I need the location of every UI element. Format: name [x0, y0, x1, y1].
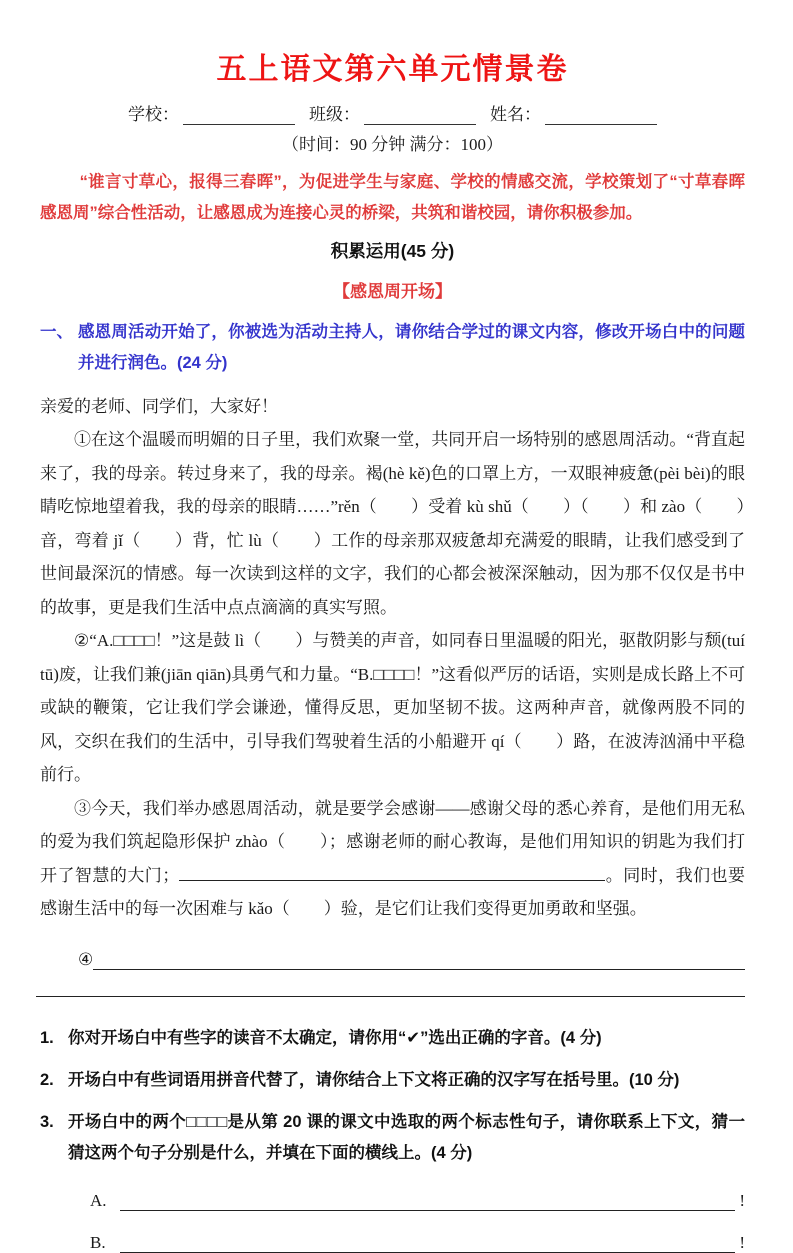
- section-title: 积累运用(45 分): [330, 241, 455, 261]
- sub-question-2-number: 2.: [40, 1070, 54, 1089]
- continuation-answer-blank[interactable]: [36, 996, 745, 997]
- sub-question-1: [40, 1023, 745, 1054]
- paragraph-4-row: [78, 950, 745, 970]
- sub-question-2-text: 开场白中有些词语用拼音代替了，请你结合上下文将正确的汉字写在括号里。(10 分): [68, 1070, 680, 1089]
- class-label: 班级：: [309, 105, 360, 124]
- sub-question-list: [40, 1023, 745, 1169]
- stage-heading: 【感恩周开场】: [333, 282, 452, 301]
- name-blank[interactable]: [545, 108, 657, 125]
- sub-question-3-text: 开场白中的两个□□□□是从第 20 课的课文中选取的两个标志性句子，请你联系上下文，猜一猜这两个句子分别是什么，并填在下面的横线上。(4 分): [68, 1112, 745, 1162]
- answer-a-label: A.: [90, 1190, 107, 1210]
- paragraph-3-text-after: 。同时，我们也要感谢生活中的每一次困难与 kǎo（ ）验，是它们让我们变得更加勇敢和坚强。: [40, 865, 746, 918]
- speech-paragraph-1: ①在这个温暖而明媚的日子里，我们欢聚一堂，共同开启一场特别的感恩周活动。“背直起来了，我的母亲。转过身来了，我的母亲。褐(hè kě)色的口罩上方，一双眼神疲惫(pèi bèi)的眼睛吃惊地望着我，我的母亲的眼睛……”rěn（ ）受着 kù shǔ（ ）（ ）和 zào（ ）音，弯着 jǐ（ ）背，忙 lù（ ）工作的母亲那双疲惫却充满爱的眼睛，让我们感受到了世间最深沉的情感。每一次读到这样的文字，我们的心都会被深深触动，因为那不仅仅是书中的故事，更是我们生活中点点滴滴的真实写照。: [40, 430, 745, 617]
- question-one-heading: [40, 317, 745, 379]
- class-field: [309, 100, 476, 125]
- answer-b-suffix: !: [739, 1232, 745, 1252]
- sub-question-3-number: 3.: [40, 1112, 54, 1131]
- name-label: 姓名：: [490, 105, 541, 124]
- student-info-row: [40, 100, 745, 125]
- sub-question-1-text: 你对开场白中有些字的读音不太确定，请你用“✔”选出正确的字音。(4 分): [68, 1028, 602, 1047]
- school-field: [128, 100, 295, 125]
- paragraph-3-answer-blank[interactable]: [179, 865, 605, 880]
- answer-b-label: B.: [90, 1232, 106, 1252]
- question-one-number: 一、: [40, 323, 73, 341]
- name-field: [490, 100, 657, 125]
- sub-question-1-number: 1.: [40, 1028, 54, 1047]
- answer-a-suffix: !: [739, 1190, 745, 1210]
- question-one-prompt: 感恩周活动开始了，你被选为活动主持人，请你结合学过的课文内容，修改开场白中的问题并进行润色。(24 分): [78, 323, 745, 372]
- time-score-line: （时间：90 分钟 满分：100）: [282, 135, 503, 154]
- intro-paragraph: “谁言寸草心，报得三春晖”，为促进学生与家庭、学校的情感交流，学校策划了“寸草春晖感恩周”综合性活动，让感恩成为连接心灵的桥梁，共筑和谐校园，请你积极参加。: [40, 173, 745, 222]
- speech-paragraph-2: ②“A.□□□□！”这是鼓 lì（ ）与赞美的声音，如同春日里温暖的阳光，驱散阴影与颓(tuí tū)废，让我们兼(jiān qiān)具勇气和力量。“B.□□□□！”这看似严厉的话语，实则是成长路上不可或缺的鞭策，它让我们学会谦逊，懂得反思，更加坚韧不拔。这两种声音，就像两股不同的风，交织在我们的生活中，引导我们驾驶着生活的小船避开 qí（ ）路，在波涛汹涌中平稳前行。: [40, 631, 745, 784]
- answer-row-b: [90, 1233, 745, 1253]
- answer-a-blank[interactable]: [120, 1194, 735, 1211]
- paragraph-4-answer-blank[interactable]: [93, 953, 745, 970]
- answer-row-a: [90, 1191, 745, 1211]
- speech-paragraph-3: [40, 792, 745, 926]
- school-blank[interactable]: [183, 108, 295, 125]
- class-blank[interactable]: [364, 108, 476, 125]
- answer-b-blank[interactable]: [120, 1236, 735, 1253]
- school-label: 学校：: [128, 105, 179, 124]
- sub-question-3: [40, 1107, 745, 1169]
- speech-greeting: 亲爱的老师、同学们，大家好！: [40, 397, 278, 416]
- paragraph-3-text-before: ③今天，我们举办感恩周活动，就是要学会感谢——感谢父母的悉心养育，是他们用无私的爱为我们筑起隐形保护 zhào（ ）；感谢老师的耐心教诲，是他们用知识的钥匙为我们打开了智慧的大门；: [40, 798, 745, 885]
- exam-title: 五上语文第六单元情景卷: [216, 53, 569, 86]
- sub-question-2: [40, 1065, 745, 1096]
- paragraph-4-number: ④: [78, 949, 94, 969]
